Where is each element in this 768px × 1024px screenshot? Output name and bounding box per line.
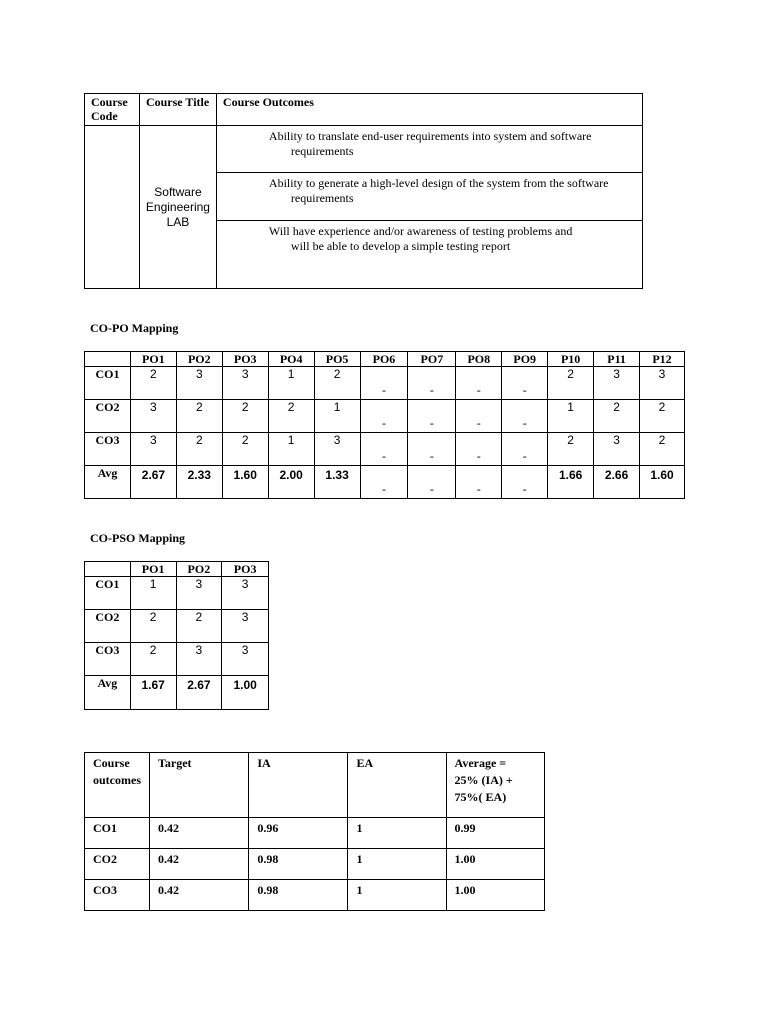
average-cell: 0.99 bbox=[446, 818, 544, 849]
cell: 3 bbox=[176, 577, 222, 610]
cell: 2.66 bbox=[594, 466, 640, 499]
cell: 3 bbox=[222, 610, 269, 643]
copo-row-co1 bbox=[85, 367, 685, 400]
cell: 3 bbox=[176, 367, 222, 400]
cell: - bbox=[408, 433, 456, 466]
copo-col-header: PO9 bbox=[502, 352, 548, 367]
copo-col-header: PO5 bbox=[314, 352, 360, 367]
cell: 3 bbox=[594, 367, 640, 400]
cell: - bbox=[502, 433, 548, 466]
target-cell: 0.42 bbox=[150, 849, 249, 880]
copso-heading: CO-PSO Mapping bbox=[90, 531, 186, 545]
cell: 2 bbox=[548, 433, 594, 466]
cell: - bbox=[456, 400, 502, 433]
cell: 2 bbox=[640, 400, 685, 433]
cell: 2 bbox=[176, 610, 222, 643]
copo-col-header: PO7 bbox=[408, 352, 456, 367]
cell: - bbox=[502, 466, 548, 499]
cell: 2 bbox=[548, 367, 594, 400]
cell: 2.00 bbox=[268, 466, 314, 499]
cell: - bbox=[456, 466, 502, 499]
row-label: Avg bbox=[85, 466, 131, 499]
row-label: CO1 bbox=[85, 577, 131, 610]
cell: 2 bbox=[130, 643, 176, 676]
ea-cell: 1 bbox=[348, 818, 446, 849]
copso-row-co3 bbox=[85, 643, 269, 676]
average-cell: 1.00 bbox=[446, 880, 544, 911]
cell: 3 bbox=[130, 400, 176, 433]
copo-col-header: PO2 bbox=[176, 352, 222, 367]
attainment-row-co1 bbox=[85, 818, 545, 849]
cell: 2 bbox=[176, 400, 222, 433]
cell: 1 bbox=[268, 367, 314, 400]
copo-row-avg bbox=[85, 466, 685, 499]
row-label: Avg bbox=[85, 676, 131, 710]
course-code-cell bbox=[85, 126, 140, 289]
ia-cell: 0.96 bbox=[249, 818, 348, 849]
copso-corner bbox=[85, 562, 131, 577]
ea-cell: 1 bbox=[348, 880, 446, 911]
copso-row-co2 bbox=[85, 610, 269, 643]
cell: - bbox=[360, 466, 408, 499]
cell: 2 bbox=[130, 610, 176, 643]
copo-col-header: PO1 bbox=[130, 352, 176, 367]
target-header: Target bbox=[150, 753, 249, 818]
copso-table bbox=[84, 561, 269, 710]
cell: 3 bbox=[176, 643, 222, 676]
copo-col-header: PO8 bbox=[456, 352, 502, 367]
cell: 3 bbox=[314, 433, 360, 466]
cell: 1.33 bbox=[314, 466, 360, 499]
ia-cell: 0.98 bbox=[249, 880, 348, 911]
course-title-header: Course Title bbox=[139, 94, 216, 126]
copo-row-co3 bbox=[85, 433, 685, 466]
average-header: Average = 25% (IA) + 75%( EA) bbox=[446, 753, 544, 818]
course-outcome-3: Will have experience and/or awareness of testing problems and will be able to develop a simple testing report bbox=[216, 221, 642, 289]
cell: 1 bbox=[548, 400, 594, 433]
co-label: CO1 bbox=[85, 818, 150, 849]
copo-col-header: PO6 bbox=[360, 352, 408, 367]
cell: 1.60 bbox=[640, 466, 685, 499]
cell: 3 bbox=[640, 367, 685, 400]
row-label: CO1 bbox=[85, 367, 131, 400]
copo-col-header: PO3 bbox=[222, 352, 268, 367]
course-outcome-2: Ability to generate a high-level design of the system from the software requirements bbox=[216, 173, 642, 221]
cell: - bbox=[360, 367, 408, 400]
cell: 1 bbox=[130, 577, 176, 610]
ia-header: IA bbox=[249, 753, 348, 818]
ea-header: EA bbox=[348, 753, 446, 818]
cell: 1.60 bbox=[222, 466, 268, 499]
cell: - bbox=[502, 400, 548, 433]
course-outcomes-header: Course Outcomes bbox=[216, 94, 642, 126]
row-label: CO2 bbox=[85, 610, 131, 643]
cell: 2.67 bbox=[130, 466, 176, 499]
cell: 3 bbox=[222, 367, 268, 400]
attainment-header-row bbox=[85, 753, 545, 818]
copo-corner bbox=[85, 352, 131, 367]
attainment-row-co2 bbox=[85, 849, 545, 880]
cell: 1.66 bbox=[548, 466, 594, 499]
cell: - bbox=[408, 400, 456, 433]
cell: 2 bbox=[640, 433, 685, 466]
cell: 1 bbox=[268, 433, 314, 466]
copso-col-header: PO2 bbox=[176, 562, 222, 577]
ea-cell: 1 bbox=[348, 849, 446, 880]
cell: - bbox=[360, 400, 408, 433]
cell: 3 bbox=[222, 577, 269, 610]
cell: - bbox=[408, 466, 456, 499]
cell: 2 bbox=[176, 433, 222, 466]
copo-col-header: PO4 bbox=[268, 352, 314, 367]
row-label: CO3 bbox=[85, 433, 131, 466]
copo-heading: CO-PO Mapping bbox=[90, 321, 179, 335]
cell: 2.67 bbox=[176, 676, 222, 710]
attainment-row-co3 bbox=[85, 880, 545, 911]
copo-col-header: P12 bbox=[640, 352, 685, 367]
copso-col-header: PO1 bbox=[130, 562, 176, 577]
cell: - bbox=[502, 367, 548, 400]
copo-col-header: P11 bbox=[594, 352, 640, 367]
course-outcomes-table bbox=[84, 93, 643, 289]
course-title-cell: Software Engineering LAB bbox=[139, 126, 216, 289]
co-label: CO2 bbox=[85, 849, 150, 880]
cell: - bbox=[456, 433, 502, 466]
copso-col-header: PO3 bbox=[222, 562, 269, 577]
course-outcomes-header: Course outcomes bbox=[85, 753, 150, 818]
co-label: CO3 bbox=[85, 880, 150, 911]
cell: 3 bbox=[130, 433, 176, 466]
cell: 2 bbox=[222, 400, 268, 433]
copo-col-header: P10 bbox=[548, 352, 594, 367]
ia-cell: 0.98 bbox=[249, 849, 348, 880]
copso-row-avg bbox=[85, 676, 269, 710]
cell: - bbox=[456, 367, 502, 400]
cell: 2 bbox=[268, 400, 314, 433]
cell: - bbox=[408, 367, 456, 400]
course-outcome-1: Ability to translate end-user requirements into system and software requirements bbox=[216, 126, 642, 173]
target-cell: 0.42 bbox=[150, 880, 249, 911]
row-label: CO2 bbox=[85, 400, 131, 433]
copo-row-co2 bbox=[85, 400, 685, 433]
attainment-table bbox=[84, 752, 545, 911]
target-cell: 0.42 bbox=[150, 818, 249, 849]
cell: 2 bbox=[222, 433, 268, 466]
cell: 1 bbox=[314, 400, 360, 433]
copo-table bbox=[84, 351, 685, 499]
copso-row-co1 bbox=[85, 577, 269, 610]
cell: 1.00 bbox=[222, 676, 269, 710]
course-code-header: Course Code bbox=[85, 94, 140, 126]
cell: 1.67 bbox=[130, 676, 176, 710]
cell: 3 bbox=[594, 433, 640, 466]
average-cell: 1.00 bbox=[446, 849, 544, 880]
cell: 2 bbox=[594, 400, 640, 433]
cell: 2.33 bbox=[176, 466, 222, 499]
cell: 3 bbox=[222, 643, 269, 676]
cell: 2 bbox=[130, 367, 176, 400]
cell: - bbox=[360, 433, 408, 466]
row-label: CO3 bbox=[85, 643, 131, 676]
cell: 2 bbox=[314, 367, 360, 400]
